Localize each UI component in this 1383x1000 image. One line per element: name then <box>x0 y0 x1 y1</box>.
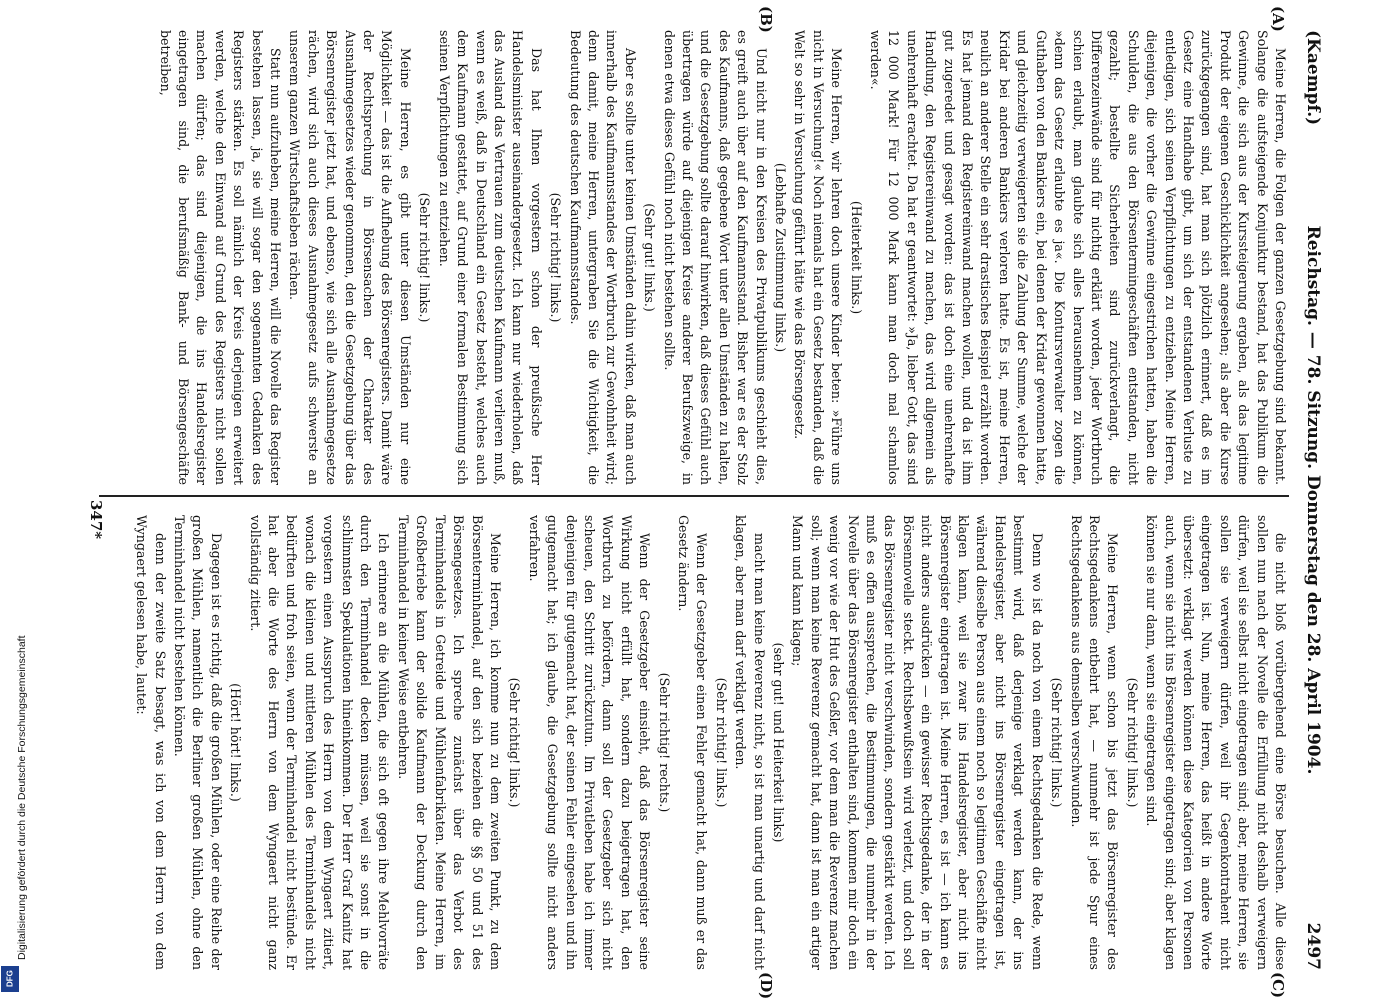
interjection: (Lebhafte Zustimmung links.) <box>773 162 789 353</box>
paragraph: Wenn der Gesetzgeber einen Fehler gemacht hat, dann muß er das Gesetz ändern. <box>676 515 710 970</box>
paragraph: Und nicht nur in den Kreisen des Privatpublikums geschieht dies, es greift auch über auf den Kaufmannsstand. Bisher war es der Stolz des Kaufmanns, daß gegebene Wort unter allen Umständen zu halten, und die Gesetzgebung sollte darauf hinwirken, daß dieses Gefühl auch übertragen würde auf diejenigen Kreise anderer Berufszweige, in denen etwa dieses Gefühl noch nicht bestehen sollte. <box>661 30 769 485</box>
credit-text: Digitalisierung gefördert durch die Deutsche Forschungsgemeinschaft <box>16 635 28 960</box>
paragraph: Meine Herren, wenn schon bis jetzt das Börsenregister des Rechtsgedankens entbehrt hat, — nunmehr ist jede Spur eines Rechtsgedankens aus demselben verschwunden. <box>1068 515 1121 970</box>
paragraph: Statt nun aufzuheben, meine Herren, will die Novelle das Register bestehen lassen, ja, sie will sogar den sogenannten Gedanken des Registers stärken. Es soll nämlich der Kreis derjenigen erweitert werden, welche den Einwand auf Grund des Registers nicht sollen machen dürfen; das sind diejenigen, die ins Handelsregister eingetragen sind, die berufsmäßig Bank- und Börsengeschäfte betreiben, <box>157 30 284 485</box>
interjection: (Hört! hört! links.) <box>228 683 244 802</box>
column-divider <box>99 495 1289 497</box>
paragraph: Meine Herren, die Folgen der ganzen Gesetzgebung sind bekannt. Solange die aufsteigende Konjunktur bestand, hat das Publikum die Gewinne, die sich aus der Kurssteigerung ergaben, als das legitime Produkt der eigenen Geschicklichkeit angesehen; als aber die Kurse zurückgegangen sind, hat man sich plötzlich erinnert, daß es im Gesetz eine Handhabe gibt, um sich der entstandenen Verluste zu entledigen, sich seinen Verpflichtungen zu entziehen. Meine Herren, diejenigen, die vorher die Gewinne eingestrichen hatten, haben die Schulden, die aus den Börsentermingeschäften entstanden, nicht gezahlt; bestellte Sicherheiten sind zurückverlangt, die Differenzeinwände sind für nichtig erklärt worden, jeder Wortbruch schien erlaubt, man glaubte sich alles herausnehmen zu können, »denn das Gesetz erlaubte es ja«. Die Kontursverwalter zogen die Guthaben von den Bankiers ein, bei denen der Kridar gewonnen hatte, und gleichzeitig verweigerten sie die Zahlung der Summe, welche der Kridar bei anderen Bankiers verloren hatte. Es ist, meine Herren, neulich an anderer Stelle ein sehr drastisches Beispiel erzählt worden. Es hat jemand den Registereinwand machen wollen, und da ist ihm gut zugeredet und gesagt worden: das ist doch eine unehrenhafte Handlung, den Registereinwand zu machen, das wird allgemein als unehrenhaft erachtet. Da hat er geantwortet: »Ja, lieber Gott, das sind 12 000 Mark! Für 12 000 Mark kann man doch mal schamlos werden«. <box>868 30 1288 485</box>
paragraph: macht man keine Reverenz nicht, so ist man unartig und darf nicht klagen, aber man darf verklagt werden. <box>733 515 767 970</box>
interjection: (Sehr richtig! rechts.) <box>656 672 672 813</box>
paragraph: Ich erinnere an die Mühlen, die sich oft gegen ihre Mehlvorräte durch den Terminhandel decken müssen, weil sie sonst in die schlimmsten Spekulationen hineinkommen. Der Herr Graf Kanitz hat vorgestern einen Ausspruch des Herrn von dem Wyngaert zitiert, wonach die kleinen und mittleren Mühlen des Terminhandels nicht bedürften und froh seien, wenn der Terminhandel nicht bestünde. Er hat aber die Worte des Herrn von dem Wyngaert nicht ganz vollständig zitiert. <box>247 515 392 970</box>
paragraph: Wenn der Gesetzgeber einsieht, daß das Börsenregister seine Wirkung nicht erfüllt hat, sondern dazu beigetragen hat, den Wortbruch zu befördern, dann soll der Gesetzgeber sich nicht scheuen, den Schritt zurückzutun. Im Privatleben habe ich immer denjenigen für gutgemacht hat, der seinen Fehler eingesehen und ihn gutgemacht hat; ich glaube, die Gesetzgebung sollte nicht anders verfahren. <box>526 515 653 970</box>
interjection: (Sehr gut! links.) <box>642 203 658 312</box>
interjection: (Sehr richtig! links.) <box>548 192 564 323</box>
paragraph: Meine Herren, wir lehren doch unsere Kinder beten: »Führe uns nicht in Versuchung!« Noch niemals hat ein Gesetz bestanden, daß die Welt so sehr in Versuchung geführt hätte wie das Börsengesetz. <box>792 30 845 485</box>
interjection: (Sehr richtig! links.) <box>1124 677 1140 808</box>
footer-page-number: 347* <box>87 500 105 540</box>
interjection: (Sehr richtig! links.) <box>417 192 433 323</box>
dfg-logo: DFG <box>1 966 19 992</box>
header-page-number: 2497 <box>1303 922 1323 970</box>
header-title: Reichstag. — 78. Sitzung. Donnerstag den 28. April 1904. <box>1303 225 1323 775</box>
interjection: (Sehr richtig! links.) <box>507 677 523 808</box>
document-page <box>55 0 1335 1000</box>
paragraph: Denn wo ist da noch von einem Rechtsgedanken die Rede, wenn bestimmt wird, daß derjenige verklagt werden kann, der ins Handelsregister, aber nicht ins Börsenregister eingetragen ist, während dieselbe Person aus einem noch so legitimen Geschäfte nicht klagen kann, weil sie zwar ins Handelsregister, aber nicht ins Börsenregister eingetragen ist. Meine Herren, es ist — ich kann es nicht anders ausdrücken — ein gewisser Rechtsgedanke, der in der Börsennovelle steckt. Rechtsbewußtsein wird verletzt, und doch soll das Börsenregister nicht verschwinden, sondern gestärkt werden. Ich muß es offen aussprechen, die Bestimmungen, die nunmehr in der Novelle über das Börsenregister enthalten sind, kommen mir doch ein wenig vor wie der Hut des Geßler, vor dem man die Reverenz machen soll; wenn man keine Reverenz gemacht hat, dann ist man ein artiger Mann und kann klagen; <box>790 515 1045 970</box>
margin-mark-a: (A) <box>1269 6 1287 32</box>
paragraph: Das hat Ihnen vorgestern schon der preußische Herr Handelsminister auseinandergesetzt. Ich kann nur wiederholen, daß das Ausland das Vertrauen zum deutschen Kaufmann verlieren muß, wenn es weiß, daß in Deutschland ein Gesetz besteht, welches auch dem Kaufmann gestattet, auf Grund einer formalen Bestimmung sich seinen Verpflichtungen zu entziehen. <box>436 30 544 485</box>
text-column-right <box>89 515 1289 970</box>
margin-mark-c: (C) <box>1269 972 1287 999</box>
page-header <box>1299 30 1323 970</box>
paragraph: Meine Herren, ich komme nun zu dem zweiten Punkt, zu dem Börsenterminhandel, auf den sich beziehen die §§ 50 und 51 des Börsengesetzes. Ich spreche zunächst über das Verbot des Terminhandels in Getreide und Mühlenfabrikaten. Meine Herren, im Großbetriebe kann der solide Kaufmann der Deckung durch den Terminhandel in keiner Weise entbehren. <box>395 515 503 970</box>
header-speaker: (Kaempf.) <box>1303 30 1323 126</box>
paragraph: die nicht bloß vorübergehend eine Börse besuchen. Alle diese sollen nun nach der Novelle die Erfüllung nicht deshalb verweigern dürfen, weil sie selbst nicht eingetragen sind; aber, meine Herren, sie sollen sie verweigern dürfen, weil ihr Gegenkontrahent nicht eingetragen ist. Nun, meine Herren, das heißt in andere Worte übersetzt: verklagt werden können diese Kategorien von Personen auch, wenn sie nicht ins Börsenregister eingetragen sind; aber klagen können sie nur dann, wenn sie eingetragen sind. <box>1144 515 1288 970</box>
interjection: (Sehr richtig! links.) <box>1049 677 1065 808</box>
interjection: (Sehr richtig! links.) <box>713 677 729 808</box>
paragraph: denn der zweite Satz besagt, was ich von dem Herrn von dem Wyngaert gelesen habe, lautet: <box>134 515 168 970</box>
interjection: (sehr gut! und Heiterkeit links) <box>771 642 787 843</box>
paragraph: Meine Herren, es gibt unter diesen Umständen nur eine Möglichkeit — das ist die Aufhebung des Börsenregisters. Damit wäre der Rechtsprechung in Börsensachen der Charakter des Ausnahmegesetzes wieder genommen, den die Gesetzgebung über das Börsenregister jetzt hat, und ebenso, wie sich alle Ausnahmegesetze rächen, wird sich auch dieses Ausnahmegesetz aufs schwerste an unserem ganzen Wirtschaftsleben rächen. <box>287 30 413 485</box>
digitization-credit <box>0 0 28 1000</box>
paragraph: Aber es sollte unter keinen Umständen dahin wirken, daß man auch innerhalb des Kaufmannsstandes der Wortbruch zur Gewohnheit wird; denn damit, meine Herren, untergraben Sie die Wichtigkeit, die Bedeutung des deutschen Kaufmannsstandes. <box>567 30 638 485</box>
interjection: (Heiterkeit links.) <box>848 200 864 315</box>
margin-mark-d: (D) <box>757 972 775 1000</box>
margin-mark-b: (B) <box>757 6 775 33</box>
paragraph: Dagegen ist es richtig, daß die großen Mühlen, oder eine Reihe der großen Mühlen, namentlich die Berliner großen Mühlen, ohne den Terminhandel nicht bestehen können. <box>172 515 224 970</box>
text-column-left <box>89 30 1289 485</box>
